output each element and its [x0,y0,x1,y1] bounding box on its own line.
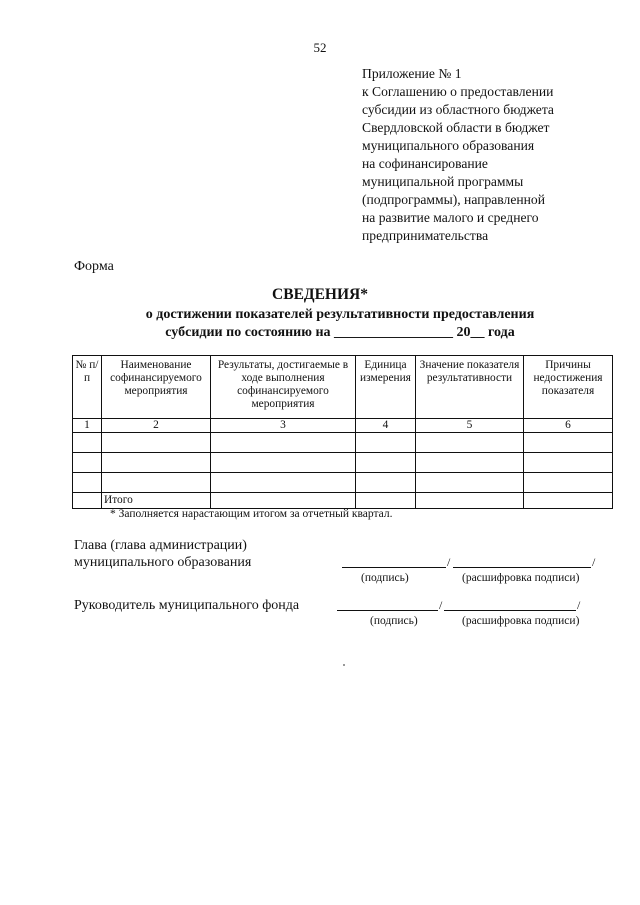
separator-slash: / [447,555,451,569]
table-cell[interactable] [416,433,524,453]
table-cell[interactable] [356,453,416,473]
header-cell-value: Значение показателя результативности [416,356,524,419]
table-cell[interactable] [211,433,356,453]
table-cell[interactable] [416,453,524,473]
form-label: Форма [74,259,114,274]
header-cell-number: № п/п [73,356,102,419]
separator-slash: / [439,598,443,612]
subtitle-line-2: субсидии по состоянию на _________________ 20__ года [165,325,515,340]
table-cell[interactable] [73,433,102,453]
appendix-line: (подпрограммы), направленной [362,192,545,207]
table-cell[interactable] [356,473,416,493]
table-cell[interactable] [524,473,613,493]
appendix-line: на развитие малого и среднего [362,210,539,225]
subtitle-line-1: о достижении показателей результативности предоставления [145,307,535,322]
appendix-line: Свердловской области в бюджет [362,120,550,135]
table-cell[interactable] [211,473,356,493]
header-cell-reasons: Причины недостижения показателя [524,356,613,419]
table-cell[interactable] [73,473,102,493]
header-cell-results: Результаты, достигаемые в ходе выполнения софинансируемого мероприятия [211,356,356,419]
table-cell[interactable] [73,493,102,509]
fund-signature-label: Руководитель муниципального фонда [74,598,300,613]
column-number: 3 [211,419,356,433]
document-title: СВЕДЕНИЯ* [272,286,368,303]
head-decode-line[interactable] [453,567,591,568]
table-cell[interactable] [356,493,416,509]
header-cell-activity: Наименование софинансируемого мероприятия [102,356,211,419]
table-header-row [73,356,613,419]
column-number: 4 [356,419,416,433]
fund-decode-line[interactable] [444,610,576,611]
table-cell[interactable] [211,453,356,473]
table-cell[interactable] [356,433,416,453]
table-row [73,473,613,493]
column-number: 5 [416,419,524,433]
table-cell[interactable] [102,453,211,473]
appendix-line: на софинансирование [362,156,488,171]
page-number: 52 [313,40,327,55]
table-cell[interactable] [524,493,613,509]
appendix-line: муниципальной программы [362,174,524,189]
header-cell-unit: Единица измерения [356,356,416,419]
document-subtitle [60,306,620,342]
fund-signature-line[interactable] [337,610,438,611]
table-row [73,433,613,453]
appendix-line: муниципального образования [362,138,535,153]
decode-caption: (расшифровка подписи) [462,615,580,627]
decode-caption: (расшифровка подписи) [462,572,580,584]
column-number: 1 [73,419,102,433]
column-number: 2 [102,419,211,433]
table-cell[interactable] [102,433,211,453]
table-total-row [73,493,613,509]
table-cell[interactable] [211,493,356,509]
table-cell[interactable] [73,453,102,473]
separator-slash: / [577,598,581,612]
sign-caption: (подпись) [361,572,409,584]
table-cell[interactable] [524,453,613,473]
appendix-line: к Соглашению о предоставлении [362,84,554,99]
total-label: Итого [102,493,211,509]
appendix-line: субсидии из областного бюджета [362,102,554,117]
head-label-line-1: Глава (глава администрации) [74,538,247,553]
footnote: * Заполняется нарастающим итогом за отчетный квартал. [110,508,393,520]
indicators-table [72,355,613,509]
column-number: 6 [524,419,613,433]
appendix-line: Приложение № 1 [362,66,462,81]
table-cell[interactable] [416,493,524,509]
head-signature-label [74,537,251,571]
scan-speck [343,664,345,666]
head-label-line-2: муниципального образования [74,555,252,570]
table-cell[interactable] [524,433,613,453]
separator-slash: / [592,555,596,569]
table-cell[interactable] [102,473,211,493]
table-numbering-row [73,419,613,433]
table-cell[interactable] [416,473,524,493]
appendix-line: предпринимательства [362,228,489,243]
appendix-header [362,65,632,245]
head-signature-line[interactable] [342,567,446,568]
sign-caption: (подпись) [370,615,418,627]
table-row [73,453,613,473]
